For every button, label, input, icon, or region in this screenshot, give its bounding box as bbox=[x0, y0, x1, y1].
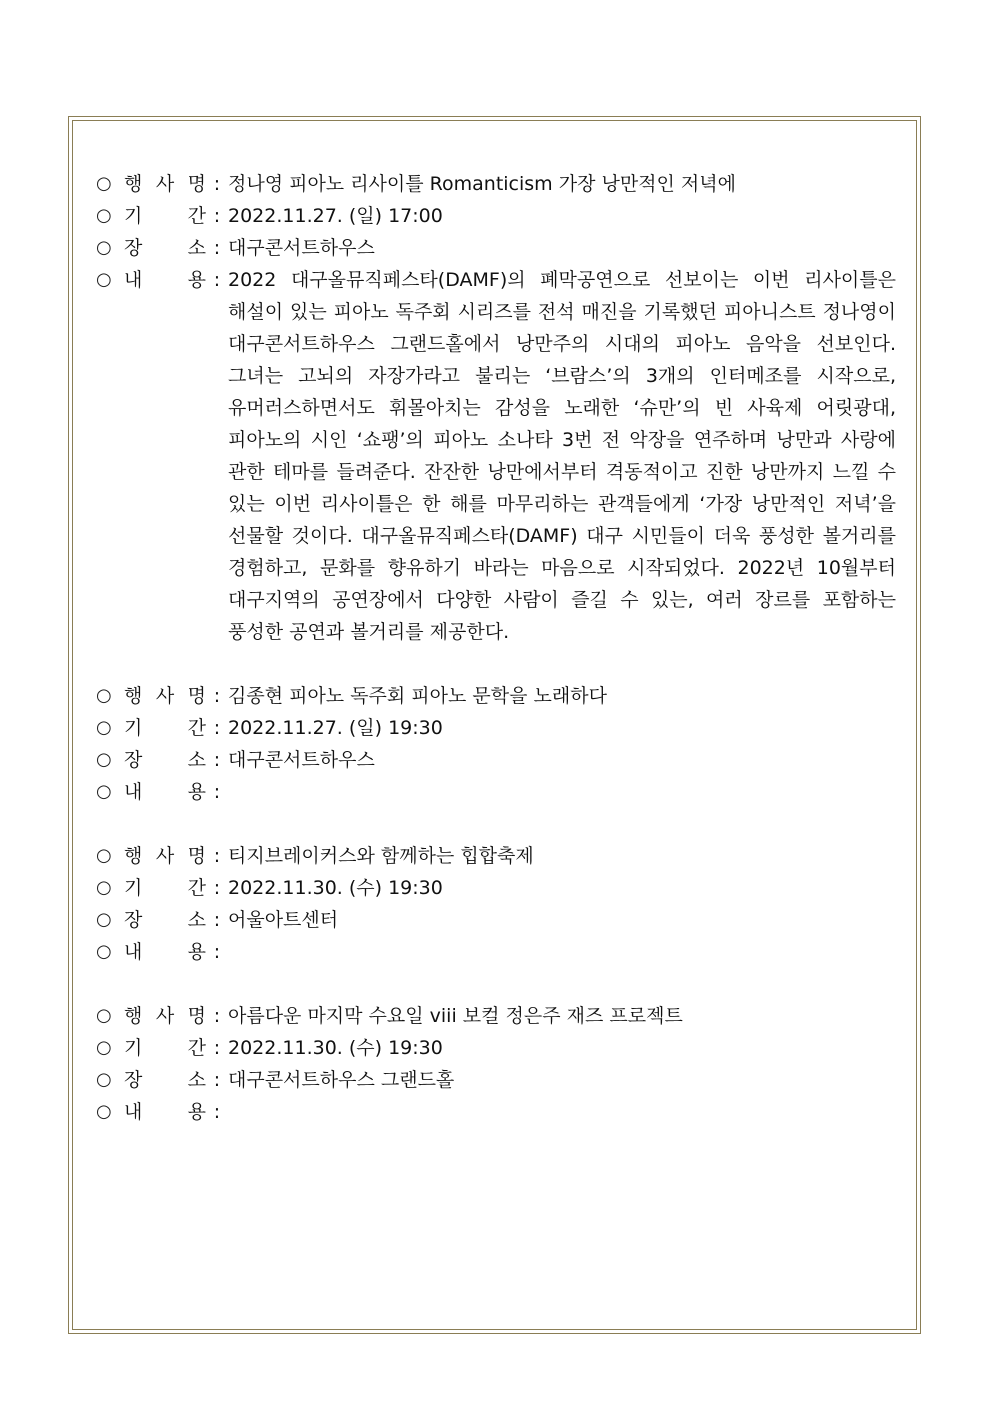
event-name-row bbox=[96, 1000, 896, 1032]
event-date: 2022.11.27. (일) 17:00 bbox=[228, 205, 443, 227]
bullet-circle-icon: ○ bbox=[96, 845, 112, 866]
event-list bbox=[96, 168, 896, 1160]
colon: : bbox=[213, 845, 221, 867]
colon: : bbox=[213, 1037, 221, 1059]
colon: : bbox=[213, 909, 221, 931]
event-block bbox=[96, 1000, 896, 1128]
event-venue-row bbox=[96, 904, 896, 936]
colon: : bbox=[213, 941, 221, 963]
event-name-label: 행 사 명 bbox=[124, 1005, 206, 1027]
colon: : bbox=[213, 269, 221, 291]
content-label: 내 용 bbox=[124, 269, 206, 291]
content-label: 내 용 bbox=[124, 781, 206, 803]
event-block bbox=[96, 168, 896, 648]
event-venue-row bbox=[96, 1064, 896, 1096]
period-label: 기 간 bbox=[124, 877, 206, 899]
venue-label: 장 소 bbox=[124, 749, 206, 771]
event-content-row bbox=[96, 264, 896, 648]
event-block bbox=[96, 840, 896, 968]
bullet-circle-icon: ○ bbox=[96, 1037, 112, 1058]
venue-label: 장 소 bbox=[124, 1069, 206, 1091]
event-name-row bbox=[96, 168, 896, 200]
bullet-circle-icon: ○ bbox=[96, 205, 112, 226]
event-venue-row bbox=[96, 232, 896, 264]
colon: : bbox=[213, 173, 221, 195]
venue-label: 장 소 bbox=[124, 909, 206, 931]
content-label: 내 용 bbox=[124, 1101, 206, 1123]
bullet-circle-icon: ○ bbox=[96, 877, 112, 898]
event-content-row bbox=[96, 936, 896, 968]
colon: : bbox=[213, 237, 221, 259]
event-name: 정나영 피아노 리사이틀 Romanticism 가장 낭만적인 저녁에 bbox=[228, 173, 736, 195]
event-content: 2022 대구올뮤직페스타(DAMF)의 폐막공연으로 선보이는 이번 리사이틀은 해설이 있는 피아노 독주회 시리즈를 전석 매진을 기록했던 피아니스트 정나영이 대구콘서트하우스 그랜드홀에서 낭만주의 시대의 피아노 음악을 선보인다. 그녀는 고뇌의 자장가라고 불리는 ‘브람스’의 3개의 인터메조를 시작으로, 유머러스하면서도 휘몰아치는 감성을 노래한 ‘슈만’의 빈 사육제 어릿광대, 피아노의 시인 ‘쇼팽’의 피아노 소나타 3번 전 악장을 연주하며 낭만과 사랑에 관한 테마를 들려준다. 잔잔한 낭만에서부터 격동적이고 진한 낭만까지 느낄 수 있는 이번 리사이틀은 한 해를 마무리하는 관객들에게 ‘가장 낭만적인 저녁’을 선물할 것이다. 대구올뮤직페스타(DAMF) 대구 시민들이 더욱 풍성한 볼거리를 경험하고, 문화를 향유하기 바라는 마음으로 시작되었다. 2022년 10월부터 대구지역의 공연장에서 다양한 사람이 즐길 수 있는, 여러 장르를 포함하는 풍성한 공연과 볼거리를 제공한다. bbox=[228, 269, 896, 643]
event-period-row bbox=[96, 872, 896, 904]
bullet-circle-icon: ○ bbox=[96, 269, 112, 290]
bullet-circle-icon: ○ bbox=[96, 1005, 112, 1026]
bullet-circle-icon: ○ bbox=[96, 1069, 112, 1090]
bullet-circle-icon: ○ bbox=[96, 749, 112, 770]
colon: : bbox=[213, 1069, 221, 1091]
colon: : bbox=[213, 205, 221, 227]
event-name-row bbox=[96, 840, 896, 872]
colon: : bbox=[213, 717, 221, 739]
event-period-row bbox=[96, 1032, 896, 1064]
colon: : bbox=[213, 685, 221, 707]
bullet-circle-icon: ○ bbox=[96, 1101, 112, 1122]
event-date: 2022.11.30. (수) 19:30 bbox=[228, 877, 443, 899]
event-period-row bbox=[96, 712, 896, 744]
bullet-circle-icon: ○ bbox=[96, 909, 112, 930]
event-date: 2022.11.27. (일) 19:30 bbox=[228, 717, 443, 739]
bullet-circle-icon: ○ bbox=[96, 941, 112, 962]
event-name: 김종현 피아노 독주회 피아노 문학을 노래하다 bbox=[228, 685, 607, 707]
event-name-label: 행 사 명 bbox=[124, 173, 206, 195]
colon: : bbox=[213, 749, 221, 771]
colon: : bbox=[213, 877, 221, 899]
bullet-circle-icon: ○ bbox=[96, 685, 112, 706]
event-name: 아름다운 마지막 수요일 viii 보컬 정은주 재즈 프로젝트 bbox=[228, 1005, 683, 1027]
event-venue: 대구콘서트하우스 bbox=[228, 749, 375, 771]
colon: : bbox=[213, 781, 221, 803]
colon: : bbox=[213, 1005, 221, 1027]
period-label: 기 간 bbox=[124, 1037, 206, 1059]
event-content-row bbox=[96, 776, 896, 808]
colon: : bbox=[213, 1101, 221, 1123]
event-venue: 대구콘서트하우스 bbox=[228, 237, 375, 259]
period-label: 기 간 bbox=[124, 205, 206, 227]
event-date: 2022.11.30. (수) 19:30 bbox=[228, 1037, 443, 1059]
bullet-circle-icon: ○ bbox=[96, 173, 112, 194]
event-venue: 어울아트센터 bbox=[228, 909, 339, 931]
event-name-row bbox=[96, 680, 896, 712]
bullet-circle-icon: ○ bbox=[96, 717, 112, 738]
event-name-label: 행 사 명 bbox=[124, 845, 206, 867]
event-venue-row bbox=[96, 744, 896, 776]
event-block bbox=[96, 680, 896, 808]
period-label: 기 간 bbox=[124, 717, 206, 739]
event-content-row bbox=[96, 1096, 896, 1128]
bullet-circle-icon: ○ bbox=[96, 237, 112, 258]
event-name-label: 행 사 명 bbox=[124, 685, 206, 707]
event-venue: 대구콘서트하우스 그랜드홀 bbox=[228, 1069, 455, 1091]
event-period-row bbox=[96, 200, 896, 232]
bullet-circle-icon: ○ bbox=[96, 781, 112, 802]
event-name: 티지브레이커스와 함께하는 힙합축제 bbox=[228, 845, 534, 867]
content-label: 내 용 bbox=[124, 941, 206, 963]
venue-label: 장 소 bbox=[124, 237, 206, 259]
